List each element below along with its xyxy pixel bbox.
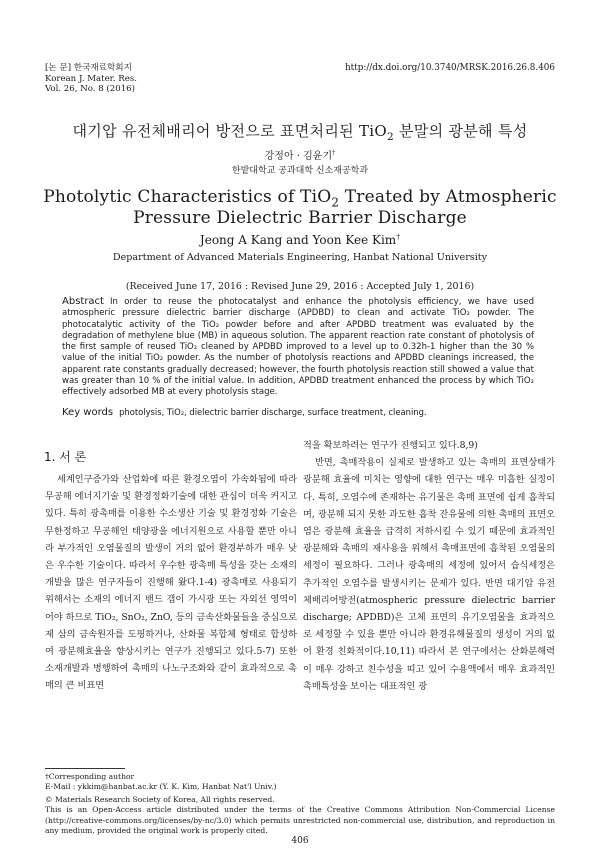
footnote-divider <box>45 768 125 769</box>
corresponding-mark-ko: † <box>332 148 336 157</box>
corresponding-author-note: †Corresponding author <box>45 772 135 781</box>
abstract-block <box>62 296 534 399</box>
abstract-label: Abstract <box>62 296 104 307</box>
title-english <box>0 187 600 229</box>
title-english-line1-pre: Photolytic Characteristics of TiO <box>43 187 332 207</box>
journal-header <box>45 63 137 95</box>
right-column <box>303 437 555 695</box>
body-paragraph: 세계인구증가와 산업화에 따른 환경오염이 가속화됨에 따라 무공해 에너지기술 및 환경정화기술에 대한 관심이 더욱 커지고 있다. 특히 광촉매를 이용한 수소생산 기술 및 환경정화 기술은 무한정하고 무공해인 태양광을 에너지원으로 사용할 뿐만 아니라 부가적인 오염물질의 발생이 거의 없어 환경부하가 매우 낮은 우수한 기술이다. 따라서 우수한 광촉매 특성을 갖는 소재의 개발을 많은 연구자들이 진행해 왔다.1-4) 광촉매로 사용되기 위해서는 소재의 에너지 밴드 갭이 가시광 또는 자외선 영역이어야 하므로 TiO₂, SnO₂, ZnO, 등의 금속산화물들을 중심으로 제 삼의 금속원자를 도핑하거나, 산화물 복합체 형태로 합성하여 광분해효율을 향상시키는 연구가 진행되고 있다.5-7) 또한 소재개발과 병행하여 촉매의 나노구조화와 같이 효과적으로 촉매의 큰 비표면 <box>45 474 297 692</box>
title-english-line1-post: Treated by Atmospheric <box>339 187 557 207</box>
doi-link[interactable]: http://dx.doi.org/10.3740/MRSK.2016.26.8.406 <box>344 63 555 73</box>
corresponding-mark-en: † <box>396 232 401 241</box>
title-korean-part2: 분말의 광분해 특성 <box>393 122 528 140</box>
email-note: E-Mail : ykkim@hanbat.ac.kr (Y. K. Kim, Hanbat Nat'l Univ.) <box>45 782 277 791</box>
title-english-line2: Pressure Dielectric Barrier Discharge <box>133 208 467 228</box>
body-paragraph: 적을 확보하려는 연구가 진행되고 있다.8,9) <box>303 440 478 451</box>
page-number: 406 <box>291 836 309 846</box>
title-korean-subscript: 2 <box>386 131 394 143</box>
license-notice: This is an Open-Access article distributed under the terms of the Creative Commons Attribution Non-Commercial License (http://creative-commons.org/licenses/by-nc/3.0) which permits unrestricted non-commercial use, distribution, and reproduction in any medium, provided the original work is properly cited. <box>45 805 555 835</box>
affiliation-korean: 한밭대학교 공과대학 신소재공학과 <box>231 166 369 176</box>
keywords-block <box>62 407 534 418</box>
left-column <box>45 471 297 695</box>
abstract-text: In order to reuse the photocatalyst and enhance the photolysis efficiency, we have used atmospheric pressure dielectric barrier discharge (APDBD) to clean and activate TiO₂ powder. The photocatalytic activity of the TiO₂ powder before and after APDBD treatment was evaluated by the degradation of methylene blue (MB) in aqueous solution. The apparent reaction rate constant of photolysis of the first sample of reused TiO₂ cleaned by APDBD improved to a level up to 0.32h-1 higher than the 30 % value of the initial TiO₂ powder. As the number of photolysis reactions and APDBD cleanings increased, the apparent rate constants gradually decreased; however, the fourth photolysis reaction still showed a value that was greater than 10 % of the initial value. In addition, APDBD treatment enhanced the process by which TiO₂ effectively adsorbed MB at every photolysis stage. <box>62 297 534 398</box>
section-heading: 1. 서 론 <box>44 450 87 464</box>
keywords-label: Key words <box>62 407 114 418</box>
received-dates: (Received June 17, 2016 : Revised June 29, 2016 : Accepted July 1, 2016) <box>125 281 475 292</box>
title-english-subscript: 2 <box>331 195 340 210</box>
authors-english <box>0 233 600 247</box>
keywords-text: photolysis, TiO₂, dielectric barrier discharge, surface treatment, cleaning. <box>119 407 427 417</box>
title-korean-part1: 대기압 유전체배리어 방전으로 표면처리된 TiO <box>72 122 387 140</box>
journal-name-ko: [논 문] 한국재료학회지 <box>45 63 132 73</box>
title-korean <box>0 120 600 141</box>
affiliation-english: Department of Advanced Materials Engineering, Hanbat National University <box>112 252 488 263</box>
journal-volume: Vol. 26, No. 8 (2016) <box>45 84 135 95</box>
authors-korean-names: 강정아 · 김윤기 <box>264 151 333 162</box>
authors-korean <box>0 147 600 162</box>
authors-english-names: Jeong A Kang and Yoon Kee Kim <box>199 233 397 247</box>
title-english-line1 <box>0 187 600 208</box>
body-paragraph: 반면, 촉매작용이 실제로 발생하고 있는 촉매의 표면상태가 광분해 효율에 미치는 영향에 대한 연구는 매우 미흡한 실정이다. 특히, 오염수에 존재하는 유기물은 촉매 표면에 쉽게 흡착되며, 광분해 되지 못한 과도한 흡착 잔유물에 의한 촉매의 표면오염은 광분해 효율을 급격히 저하시킬 수 있기 때문에 효과적인 광분해와 촉매의 재사용을 위해서 촉매표면에 흡착된 오염물의 세정이 필요하다. 그러나 광촉매의 세정에 있어서 습식세정은 추가적인 오염수를 발생시키는 문제가 있다. 반면 대기압 유전체배리어방전(atmospheric pressure dielectric barrier discharge; APDBD)은 고체 표면의 유기오염물을 효과적으로 세정할 수 있을 뿐만 아니라 환경유해물질의 생성이 거의 없어 환경 친화적이다.10,11) 따라서 본 연구에서는 산화분해력이 매우 강하고 친수성을 띠고 있어 수용액에서 매우 효과적인 촉매특성을 보이는 대표적인 광 <box>303 457 555 692</box>
copyright-notice: © Materials Research Society of Korea, All rights reserved. <box>45 795 275 804</box>
journal-name-en: Korean J. Mater. Res. <box>45 73 137 84</box>
